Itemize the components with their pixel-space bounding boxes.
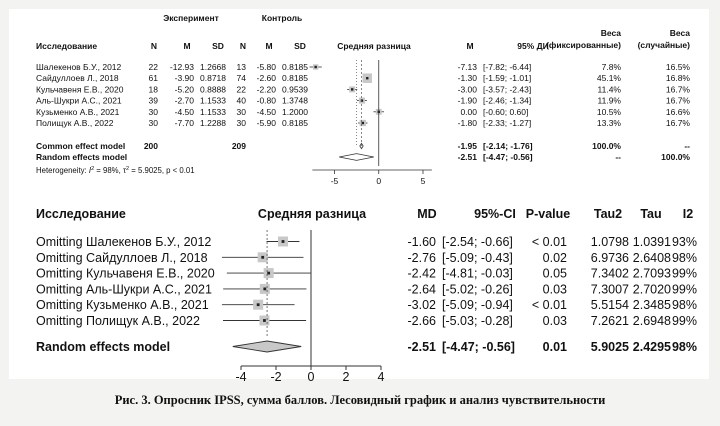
col-weight-random-top: Веса: [669, 28, 690, 38]
study-weight-random: 16.7%: [665, 84, 690, 95]
sens-row-name: Omitting Полищук А.В., 2022: [36, 314, 200, 328]
study-ci: [-7.82; -6.44]: [483, 62, 532, 72]
sens-row-tau2: 1.0798: [590, 235, 629, 249]
study-n-exp: 30: [148, 106, 158, 117]
sens-row-ci: [-4.81; -0.03]: [442, 266, 513, 281]
random-model-label: Random effects model: [36, 152, 128, 162]
sens-row-name: Omitting Кузьменко А.В., 2021: [36, 298, 209, 313]
study-name: Шалекенов Б.У., 2012: [36, 62, 122, 72]
study-n-ctrl: 40: [236, 95, 246, 106]
study-m-ctrl: -2.60: [256, 73, 276, 84]
common-n-exp: 200: [143, 141, 158, 151]
study-ci: [-2.46; -1.34]: [483, 95, 532, 106]
col-m-ctrl: M: [265, 41, 273, 51]
col-n-ctrl: N: [239, 41, 247, 51]
study-m-ctrl: -5.80: [256, 62, 276, 72]
study-weight-random: 16.7%: [665, 118, 690, 128]
col-weight-fixed: (фиксированные): [546, 40, 621, 50]
sens-row-i2: 99%: [671, 314, 697, 328]
study-sd-ctrl: 0.9539: [282, 84, 308, 95]
sens-row-name: Omitting Кульчавеня Е.В., 2020: [36, 266, 215, 281]
study-weight-fixed: 13.3%: [596, 118, 621, 128]
random-weight-random: 100.0%: [661, 152, 690, 162]
sens-row-md: -2.42: [407, 266, 436, 281]
sens-row-md: -2.66: [407, 314, 436, 328]
study-m-exp: -12.93: [169, 62, 194, 72]
x-tick-label: 5: [420, 176, 426, 186]
sens-row-tau: 2.6408: [632, 250, 671, 265]
study-sd-ctrl: 1.3748: [282, 95, 308, 106]
study-sd-exp: 1.2288: [200, 118, 226, 128]
col-sd-ctrl: SD: [294, 41, 306, 51]
study-ci: [-1.59; -1.01]: [483, 73, 532, 84]
header-control: Контроль: [261, 13, 303, 23]
col-n-exp: N: [150, 41, 158, 51]
sens-row-tau2: 7.2621: [590, 314, 629, 328]
sens-row-ci: [-5.03; -0.28]: [442, 314, 513, 328]
study-sd-ctrl: 0.8185: [282, 73, 308, 84]
study-weight-random: 16.5%: [665, 62, 690, 72]
sens-row-tau2: 6.9736: [590, 250, 629, 265]
study-m-ctrl: -4.50: [256, 106, 276, 117]
sens-row-pvalue: < 0.01: [531, 298, 567, 313]
sens-row-tau2: 5.5154: [590, 298, 629, 313]
random-weight-fixed: --: [615, 152, 621, 162]
study-point: [314, 66, 316, 68]
study-m-exp: -4.50: [174, 106, 194, 117]
sens-point: [267, 272, 270, 275]
sens-x-tick-label: 4: [377, 370, 385, 384]
x-tick-label: 0: [376, 176, 382, 186]
sens-row-md: -2.64: [407, 282, 436, 297]
sens-col-plot: Средняя разница: [257, 207, 367, 221]
sens-col-tau2: Tau2: [593, 207, 623, 221]
sens-point: [263, 319, 266, 322]
study-m-exp: -5.20: [174, 84, 194, 95]
study-m-ctrl: -5.90: [256, 118, 276, 128]
sens-col-i2: I2: [682, 207, 694, 221]
study-weight-fixed: 11.9%: [597, 95, 621, 106]
col-weight-fixed-top: Веса: [600, 28, 621, 38]
study-sd-exp: 1.1533: [200, 106, 226, 117]
study-sd-exp: 1.2668: [200, 62, 226, 72]
sens-point: [261, 256, 264, 259]
col-sd-exp: SD: [212, 41, 224, 51]
study-m-ctrl: -2.20: [256, 84, 276, 95]
study-name: Кульчавеня Е.В., 2020: [36, 84, 124, 95]
sens-x-tick-label: -4: [235, 370, 247, 384]
study-n-ctrl: 74: [236, 73, 246, 84]
study-point: [361, 99, 363, 101]
sens-random-tau: 2.4295: [632, 340, 671, 354]
common-weight-random: --: [684, 141, 690, 151]
sens-row-pvalue: < 0.01: [531, 235, 567, 249]
heterogeneity-text: Heterogeneity: $I^2 = 98\%$, $\tau^2 = 5.9025$, p < 0.01: [36, 166, 195, 175]
sens-row-i2: 99%: [671, 266, 697, 281]
sens-col-study: Исследование: [36, 207, 126, 221]
col-ci: 95% ДИ: [517, 41, 549, 51]
sens-row-tau: 1.0391: [632, 235, 671, 249]
col-weight-random: (случайные): [637, 40, 690, 50]
sens-row-name: Omitting Сайдуллоев Л., 2018: [36, 250, 208, 265]
study-point: [362, 122, 364, 124]
common-model-label: Common effect model: [36, 141, 126, 151]
study-m-ctrl: -0.80: [256, 95, 276, 106]
sens-row-i2: 98%: [671, 298, 697, 313]
study-md: -3.00: [457, 84, 477, 95]
sens-point: [263, 288, 266, 291]
study-n-ctrl: 13: [236, 62, 246, 72]
sens-row-tau: 2.3485: [632, 298, 671, 313]
sens-row-tau2: 7.3402: [590, 266, 629, 281]
sens-random-diamond: [233, 341, 301, 352]
study-m-exp: -7.70: [174, 118, 194, 128]
sens-random-md: -2.51: [407, 340, 436, 354]
study-weight-fixed: 10.5%: [596, 106, 621, 117]
study-ci: [-3.57; -2.43]: [483, 84, 532, 95]
study-n-ctrl: 30: [236, 118, 246, 128]
sens-row-md: -2.76: [407, 250, 436, 265]
study-sd-ctrl: 0.8185: [282, 62, 308, 72]
study-point: [351, 88, 353, 90]
study-sd-exp: 1.1533: [200, 95, 226, 106]
study-n-ctrl: 22: [236, 84, 246, 95]
study-n-exp: 30: [148, 118, 158, 128]
study-n-exp: 61: [148, 73, 158, 84]
sens-row-tau: 2.6948: [632, 314, 671, 328]
col-md: M: [466, 41, 474, 51]
x-tick-label: -5: [330, 176, 339, 186]
common-ci: [-2.14; -1.76]: [483, 141, 533, 151]
sens-point: [282, 240, 285, 243]
sens-col-ci: 95%-CI: [474, 207, 516, 221]
sens-row-i2: 98%: [671, 250, 697, 265]
sens-row-tau: 2.7093: [632, 266, 671, 281]
sens-random-label: Random effects model: [36, 340, 171, 354]
study-n-exp: 39: [148, 95, 158, 106]
sens-random-tau2: 5.9025: [590, 340, 629, 354]
sens-row-ci: [-5.09; -0.43]: [442, 250, 513, 265]
study-md: -7.13: [457, 62, 477, 72]
study-weight-random: 16.6%: [665, 106, 690, 117]
random-diamond: [339, 154, 374, 161]
study-point: [366, 77, 368, 79]
sens-col-pvalue: P-value: [525, 207, 571, 221]
study-md: -1.30: [457, 73, 477, 84]
col-plot: Средняя разница: [337, 41, 411, 51]
study-name: Аль-Шукри А.С., 2021: [36, 95, 122, 106]
sens-col-tau: Tau: [640, 207, 662, 221]
study-name: Полищук А.В., 2022: [36, 118, 114, 128]
col-m-exp: M: [183, 41, 191, 51]
study-m-exp: -2.70: [174, 95, 194, 106]
sens-row-ci: [-5.02; -0.26]: [442, 282, 513, 297]
sens-random-i2: 98%: [671, 340, 697, 354]
common-n-ctrl: 209: [231, 141, 246, 151]
sens-point: [257, 303, 260, 306]
sens-x-tick-label: 2: [342, 370, 350, 384]
study-name: Кузьменко А.В., 2021: [36, 106, 120, 117]
common-weight-fixed: 100.0%: [592, 141, 621, 151]
common-md: -1.95: [457, 141, 477, 151]
sens-x-tick-label: 0: [307, 370, 315, 384]
study-md: -1.90: [457, 95, 477, 106]
random-ci: [-4.47; -0.56]: [483, 152, 533, 162]
sens-row-ci: [-5.09; -0.94]: [442, 298, 513, 313]
sens-row-tau2: 7.3007: [590, 282, 629, 297]
header-experiment: Эксперимент: [163, 13, 219, 23]
study-weight-fixed: 7.8%: [601, 62, 621, 72]
sens-row-md: -3.02: [407, 298, 436, 313]
sens-row-name: Omitting Аль-Шукри А.С., 2021: [36, 282, 212, 297]
study-m-exp: -3.90: [174, 73, 194, 84]
study-weight-fixed: 45.1%: [596, 73, 621, 84]
study-name: Сайдуллоев Л., 2018: [36, 73, 119, 84]
study-md: -1.80: [457, 118, 477, 128]
sens-row-pvalue: 0.03: [542, 314, 567, 328]
study-ci: [-0.60; 0.60]: [483, 106, 529, 117]
sens-random-pvalue: 0.01: [542, 340, 567, 354]
study-md: 0.00: [460, 106, 477, 117]
study-weight-random: 16.8%: [665, 73, 690, 84]
sens-row-ci: [-2.54; -0.66]: [442, 235, 513, 249]
sens-row-i2: 99%: [671, 282, 697, 297]
sens-row-i2: 93%: [671, 235, 697, 249]
study-n-exp: 22: [148, 62, 158, 72]
study-n-exp: 18: [148, 84, 158, 95]
sens-random-ci: [-4.47; -0.56]: [442, 340, 515, 354]
study-sd-exp: 0.8718: [200, 73, 226, 84]
col-study: Исследование: [36, 41, 98, 51]
study-sd-ctrl: 1.2000: [282, 106, 308, 117]
figure-caption: Рис. 3. Опросник IPSS, сумма баллов. Лесовидный график и анализ чувствительности: [114, 393, 606, 407]
study-sd-exp: 0.8888: [200, 84, 226, 95]
sens-row-name: Omitting Шалекенов Б.У., 2012: [36, 235, 212, 249]
study-sd-ctrl: 0.8185: [282, 118, 308, 128]
sens-row-pvalue: 0.02: [542, 250, 567, 265]
sens-row-pvalue: 0.03: [542, 282, 567, 297]
random-md: -2.51: [457, 152, 477, 162]
sens-col-md: MD: [417, 207, 437, 221]
sens-row-pvalue: 0.05: [542, 266, 567, 281]
sens-row-md: -1.60: [407, 235, 436, 249]
sens-x-tick-label: -2: [270, 370, 282, 384]
sens-row-tau: 2.7020: [632, 282, 671, 297]
study-n-ctrl: 30: [236, 106, 246, 117]
study-weight-random: 16.7%: [665, 95, 690, 106]
study-ci: [-2.33; -1.27]: [483, 118, 532, 128]
study-weight-fixed: 11.4%: [597, 84, 621, 95]
